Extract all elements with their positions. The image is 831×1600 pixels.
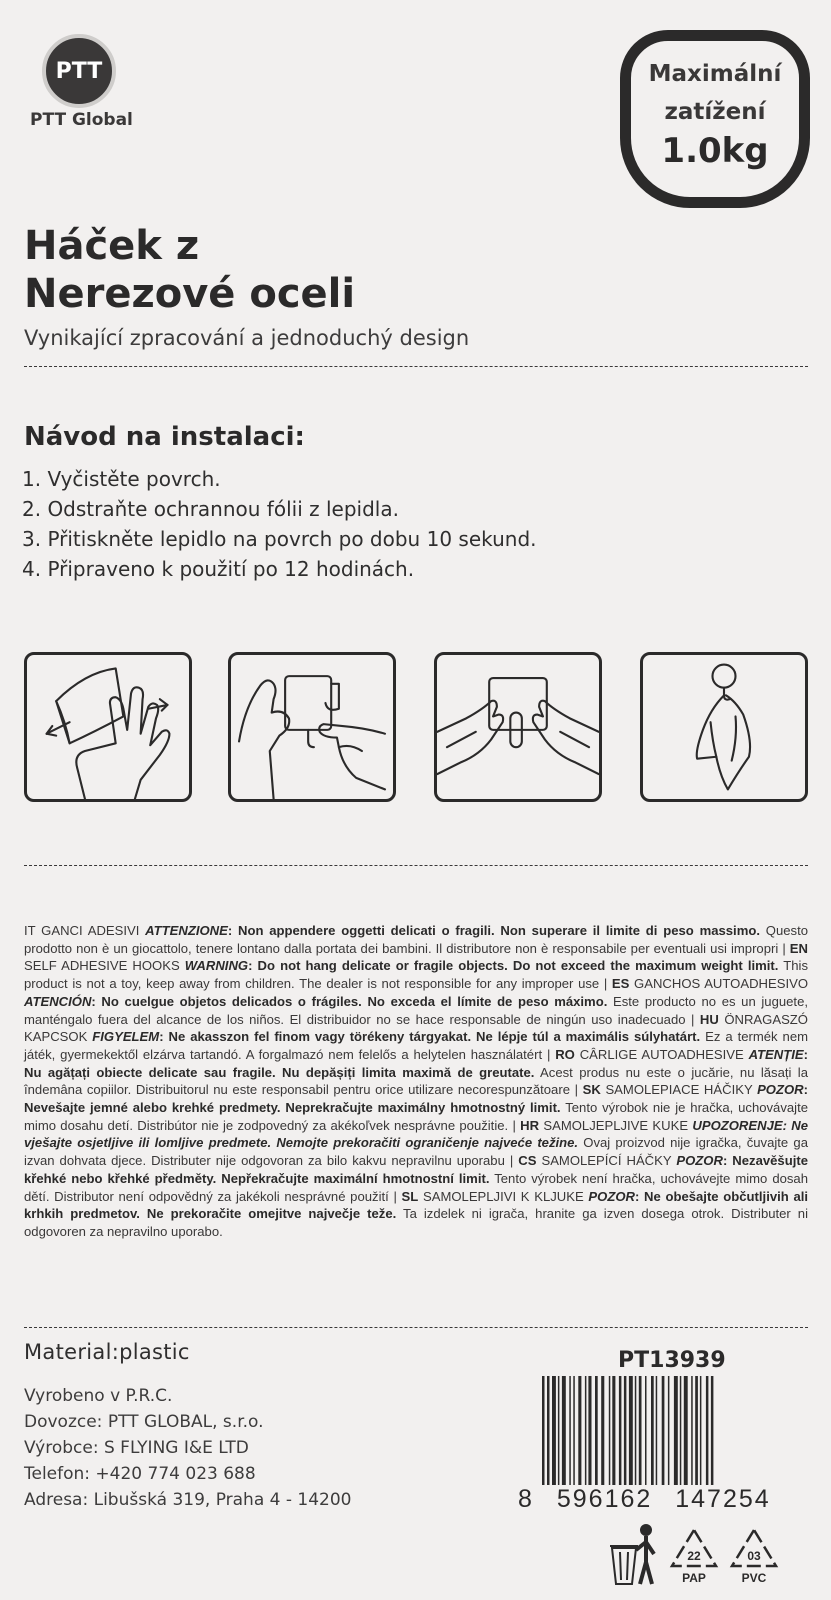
warning-segment: ÖNRAGASZÓ KAPCSOK	[24, 1011, 808, 1045]
warning-segment: POZOR	[588, 1188, 635, 1204]
divider	[24, 1327, 808, 1328]
warning-segment: SAMOLJEPLJIVE KUKE	[539, 1117, 693, 1133]
barcode-bar	[635, 1376, 637, 1488]
divider	[24, 865, 808, 866]
warning-segment: FIGYELEM	[92, 1029, 160, 1045]
warning-segment: EN	[789, 940, 808, 956]
hanging-towel-icon	[640, 652, 808, 802]
pap-label: PAP	[682, 1571, 706, 1585]
barcode-digit-first: 8	[518, 1485, 534, 1513]
warning-segment: GANCHOS AUTOADHESIVO	[629, 976, 809, 992]
warning-segment: SAMOLEPÍCÍ HÁČKY	[536, 1153, 677, 1169]
warning-segment: Ovaj proizvod nije igračka, čuvajte ga izvan dohvata djece. Distributer nije odgovoran za bilo kakvu nepravilnu uporabu |	[24, 1135, 808, 1169]
barcode-bar	[588, 1376, 591, 1488]
barcode-bar	[569, 1376, 571, 1488]
barcode-bar	[609, 1376, 611, 1488]
product-title-line-1: Háček z	[24, 223, 200, 269]
wipe-surface-icon	[24, 652, 192, 802]
pvc-label: PVC	[741, 1571, 767, 1585]
barcode-bar	[578, 1376, 581, 1488]
warning-segment: POZOR	[757, 1082, 804, 1098]
manufacturer-line: Adresa: Libušská 319, Praha 4 - 14200	[24, 1490, 352, 1510]
warning-segment: Questo prodotto non è un giocattolo, tenere lontano dalla portata dei bambini. Il distributore non è responsabile per eventuali usi impropri |	[24, 923, 808, 956]
warning-segment: HR	[520, 1117, 540, 1133]
warning-segment: CS	[518, 1153, 537, 1169]
warning-segment: ES	[611, 976, 630, 992]
warning-segment: : Do not hang delicate or fragile objects. Do not exceed the maximum weight limit.	[248, 958, 779, 974]
warning-segment: HU	[699, 1011, 719, 1027]
instruction-step: 2. Odstraňte ochrannou fólii z lepidla.	[22, 497, 399, 521]
warning-segment: CÂRLIGE AUTOADHESIVE	[574, 1046, 749, 1062]
warning-segment: WARNING	[184, 958, 249, 974]
warning-segment: ATTENZIONE	[145, 923, 228, 938]
barcode-bar	[680, 1376, 682, 1488]
product-title-line-2: Nerezové oceli	[24, 271, 356, 317]
peel-film-icon	[228, 652, 396, 802]
warning-segment: POZOR	[676, 1153, 723, 1169]
warning-segment: SK	[582, 1082, 601, 1098]
barcode-bar	[558, 1376, 560, 1488]
warning-segment: Tento výrobek není hračka, uchovávejte mimo dosah dětí. Distributor není odpovědný za jakékoli nesprávné použití |	[24, 1170, 808, 1204]
manufacturer-line: Vyrobeno v P.R.C.	[24, 1386, 173, 1406]
barcode-bar	[662, 1376, 665, 1488]
barcode-bar	[684, 1376, 688, 1488]
product-title	[24, 222, 355, 318]
barcode-bar	[639, 1376, 642, 1488]
warning-segment: Tento výrobok nie je hračka, uchovávajte mimo dosahu detí. Distribútor nie je zodpovedný za akékoľvek nesprávne použitie. |	[24, 1100, 808, 1133]
barcode-bar	[651, 1376, 654, 1488]
barcode-bar	[562, 1376, 566, 1488]
warning-segment: Acest produs nu este o jucărie, nu lăsați la îndemâna copiilor. Distribuitorul nu este responsabil pentru orice utilizare necorespunzătoare |	[24, 1064, 808, 1098]
barcode-bar	[573, 1376, 575, 1488]
warning-segment: : Ne obešajte občutljivih ali krhkih predmetov. Ne prekoračite omejitve največje teže.	[24, 1188, 808, 1222]
barcode-bar	[645, 1376, 647, 1488]
warning-segment: UPOZORENJE: Ne vješajte osjetljive ili lomljive predmete. Nemojte prekoračiti ograničenje najveće težine.	[24, 1117, 808, 1151]
instruction-step: 1. Vyčistěte povrch.	[22, 467, 221, 491]
barcode-bar	[700, 1376, 702, 1488]
warning-segment: : Nevešajte jemné alebo krehké predmety. Neprekračujte maximálny hmotnostný limit.	[24, 1082, 809, 1116]
barcode-bar	[595, 1376, 598, 1488]
max-load-badge	[620, 30, 810, 208]
recycling-symbols	[608, 1524, 808, 1588]
press-hook-icon	[434, 652, 602, 802]
warning-segment: SAMOLEPLJIVI K KLJUKE	[418, 1188, 589, 1204]
warning-segment: ATENȚIE	[748, 1046, 804, 1062]
warning-segment: RO	[555, 1046, 575, 1062]
warning-segment: SL	[401, 1188, 419, 1204]
warning-segment: Este producto no es un juguete, manténgalo fuera del alcance de los niños. El distribuidor no se hace responsable de ningún uso inadecuado |	[24, 993, 808, 1027]
instruction-step: 4. Připraveno k použití po 12 hodinách.	[22, 557, 415, 581]
warning-segment: Ez a termék nem játék, gyermekektől elzárva tartandó. A forgalmazó nem felelős a helytelen használatért |	[24, 1029, 809, 1062]
badge-line-1: Maximální	[648, 61, 782, 87]
warning-segment: ATENCIÓN	[24, 993, 92, 1009]
barcode-bar	[668, 1376, 670, 1488]
material-info: Material:plastic	[24, 1340, 190, 1364]
brand-name: PTT Global	[30, 110, 133, 130]
manufacturer-line: Výrobce: S FLYING I&E LTD	[24, 1438, 249, 1458]
warning-segment: SAMOLEPIACE HÁČIKY	[600, 1082, 758, 1098]
barcode-bar	[691, 1376, 693, 1488]
instruction-steps	[22, 464, 537, 584]
manufacturer-line: Telefon: +420 774 023 688	[24, 1464, 256, 1484]
instruction-step: 3. Přitiskněte lepidlo na povrch po dobu 10 sekund.	[22, 527, 537, 551]
barcode-bar	[585, 1376, 587, 1488]
barcode-bar	[552, 1376, 556, 1488]
barcode-bar	[601, 1376, 604, 1488]
barcode-group-left: 596162	[556, 1485, 653, 1513]
badge-weight: 1.0kg	[661, 131, 769, 171]
warning-segment: This product is not a toy, keep away from children. The dealer is not responsible for any improper use |	[24, 958, 808, 992]
barcode-group-right: 147254	[675, 1485, 771, 1513]
badge-line-2: zatížení	[664, 99, 766, 125]
warning-segment: SELF ADHESIVE HOOKS	[24, 958, 185, 974]
instructions-title: Návod na instalaci:	[24, 422, 305, 452]
divider	[24, 366, 808, 367]
manufacturer-info	[24, 1383, 352, 1513]
pvc-number: 03	[747, 1549, 761, 1563]
barcode-number	[518, 1485, 808, 1514]
multilingual-warnings	[24, 922, 808, 1241]
warning-segment: Ta izdelek ni igrača, hranite ga izven dosega otrok. Distributer ni odgovoren za nepravilno uporabo.	[24, 1206, 808, 1239]
warning-segment: IT GANCI ADESIVI	[24, 923, 146, 938]
warning-segment: : Nezavěšujte křehké nebo křehké předměty. Nepřekračujte maximální hmotnostní limit.	[24, 1153, 808, 1186]
pap-number: 22	[687, 1549, 701, 1563]
brand-logo: PTT	[42, 34, 116, 108]
warning-segment: : Nu agățați obiecte delicate sau fragile. Nu depășiți limita maximă de greutate.	[24, 1046, 808, 1080]
warning-segment: : Ne akasszon fel finom vagy törékeny tárgyakat. Ne lépje túl a maximális súlyhatárt.	[159, 1029, 701, 1045]
product-subtitle: Vynikající zpracování a jednoduchý design	[24, 326, 470, 350]
barcode-bar	[695, 1376, 698, 1488]
product-code: PT13939	[618, 1348, 726, 1373]
barcode-bar	[674, 1376, 678, 1488]
barcode-bar	[629, 1376, 633, 1488]
barcode-bar	[656, 1376, 658, 1488]
warning-segment: : Non appendere oggetti delicati o fragili. Non superare il limite di peso massimo.	[227, 923, 760, 938]
manufacturer-line: Dovozce: PTT GLOBAL, s.r.o.	[24, 1412, 264, 1432]
barcode-bar	[612, 1376, 615, 1488]
trash-bin-icon	[610, 1525, 654, 1584]
warning-segment: : No cuelgue objetos delicados o frágiles. No exceda el límite de peso máximo.	[91, 993, 608, 1009]
